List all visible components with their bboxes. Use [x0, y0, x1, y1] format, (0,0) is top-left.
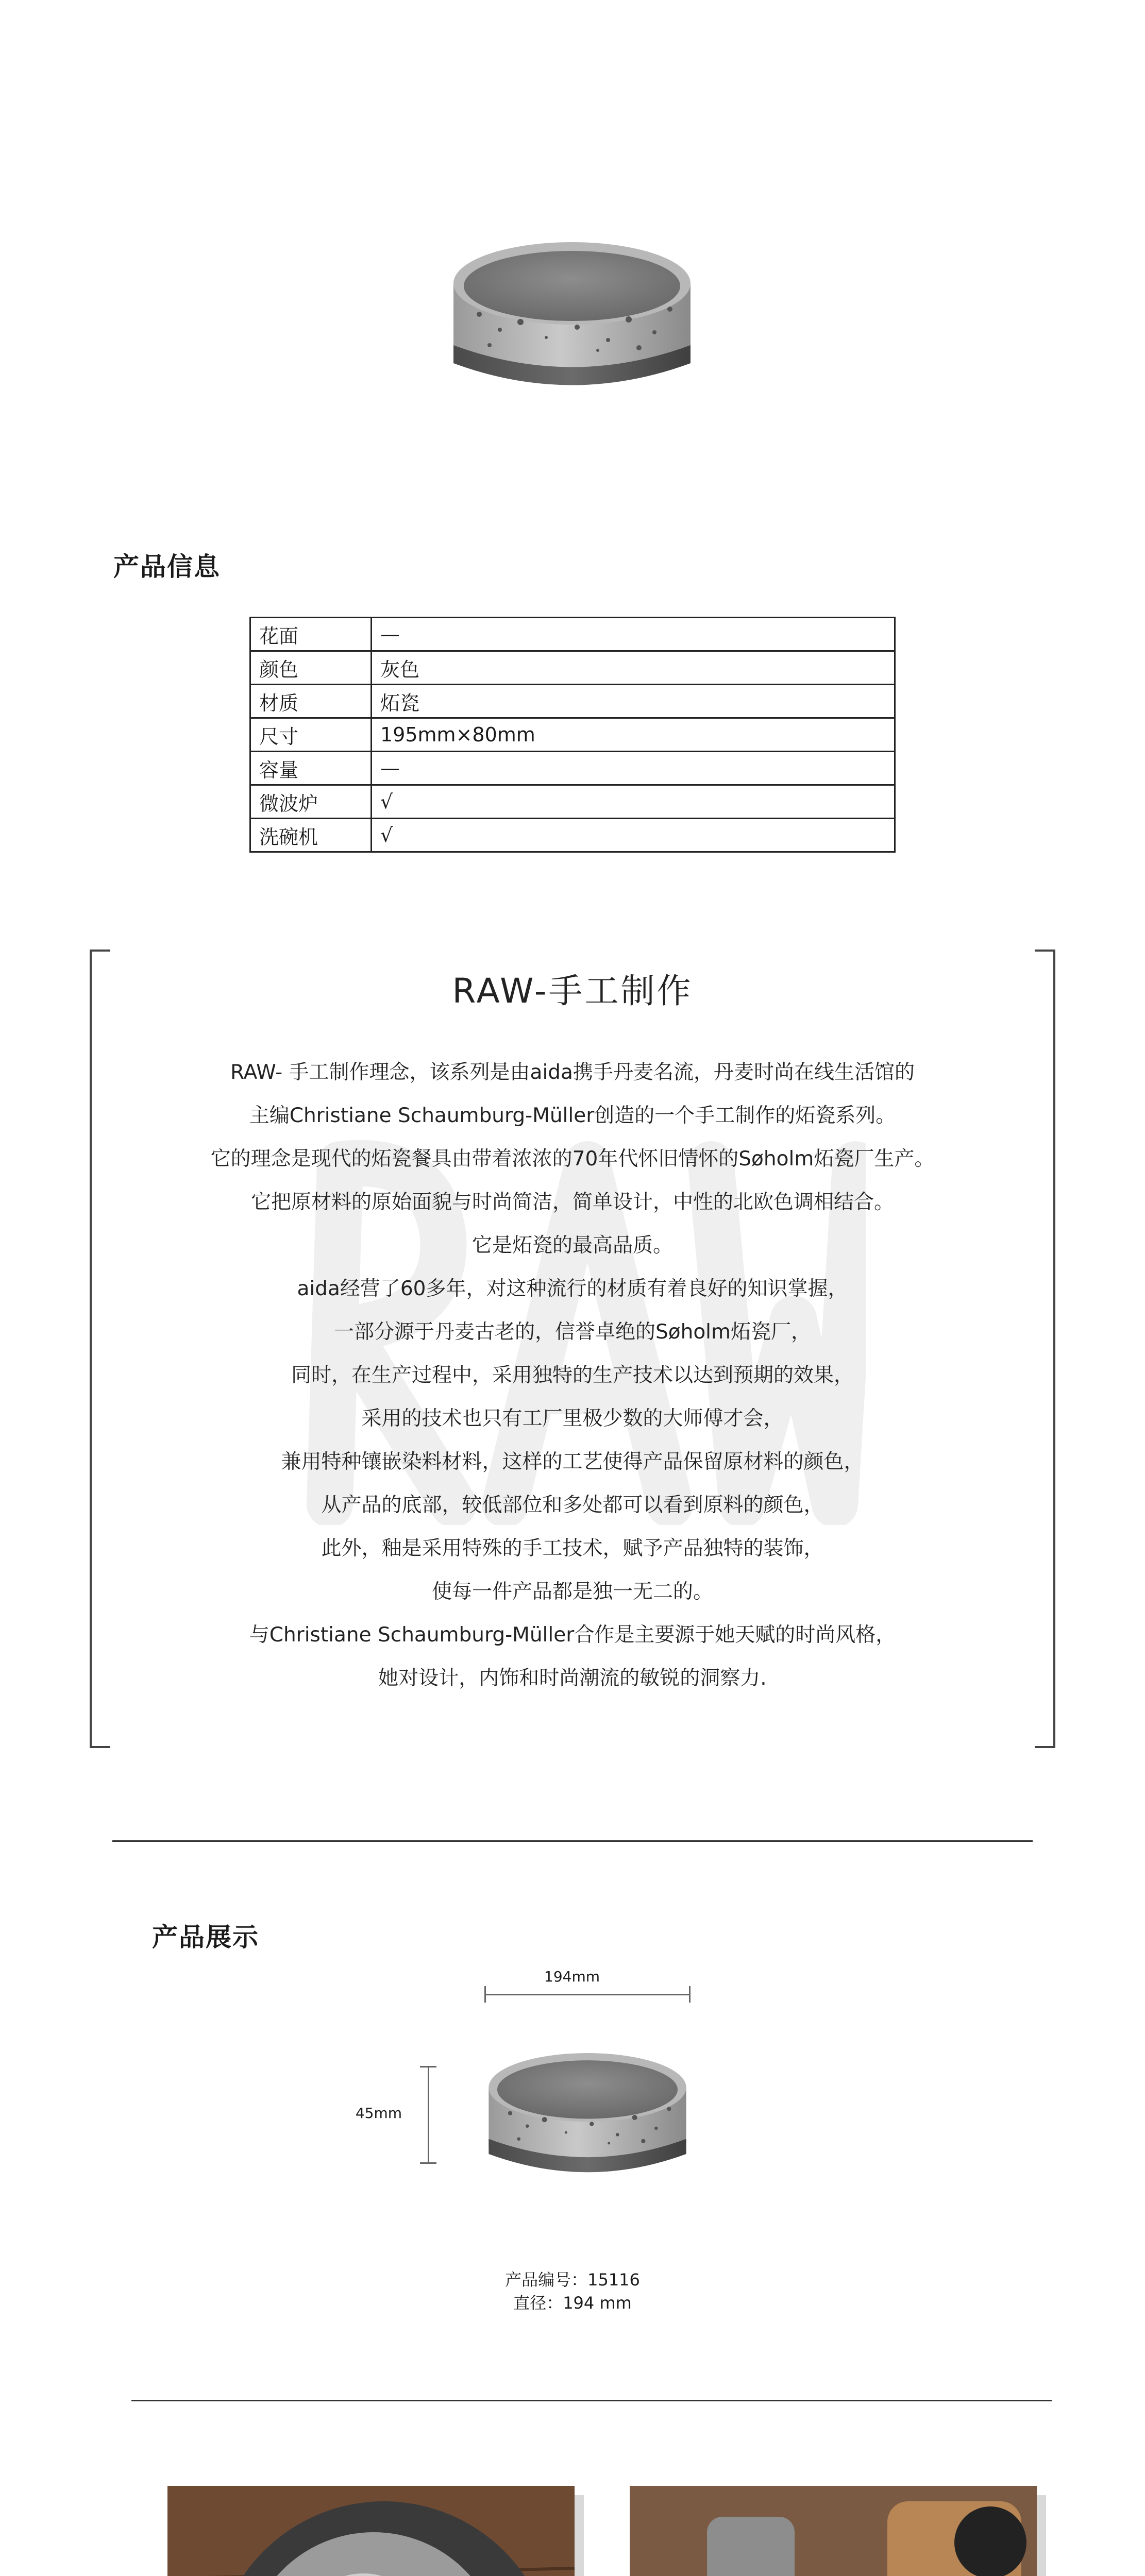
brand-line: 采用的技术也只有工厂里极少数的大师傅才会，	[361, 1407, 784, 1430]
section-divider	[131, 2400, 1052, 2401]
brand-line: 同时，在生产过程中，采用独特的生产技术以达到预期的效果，	[291, 1364, 854, 1387]
spec-key: 容量	[250, 752, 372, 785]
spec-key: 材质	[250, 685, 372, 718]
product-diameter: 直径：194 mm	[513, 2293, 632, 2313]
height-tick-bottom	[420, 2162, 436, 2164]
spec-key: 尺寸	[250, 718, 372, 752]
spec-key: 花面	[250, 618, 372, 651]
brand-line: 它把原材料的原始面貌与时尚简洁，简单设计，中性的北欧色调相结合。	[250, 1191, 894, 1214]
display-bowl-image	[479, 2040, 696, 2195]
frame-corner-tr	[1035, 950, 1055, 952]
brand-line: 一部分源于丹麦古老的，信誉卓绝的Søholm炻瓷厂，	[333, 1320, 812, 1344]
lifestyle-photo-plates-mug	[630, 2486, 1037, 2576]
spec-value: —	[372, 752, 895, 785]
spec-value: √	[372, 785, 895, 819]
table-row	[250, 618, 895, 651]
spec-value: 195mm×80mm	[372, 718, 895, 752]
brand-line: 与Christiane Schaumburg-Müller合作是主要源于她天赋的时尚风格，	[249, 1623, 896, 1647]
brand-description	[124, 1051, 1021, 1700]
brand-line: 主编Christiane Schaumburg-Müller创造的一个手工制作的炻瓷系列。	[249, 1104, 896, 1127]
width-tick-right	[689, 1986, 691, 2003]
spec-value: √	[372, 819, 895, 852]
brand-line: 使每一件产品都是独一无二的。	[431, 1580, 713, 1603]
table-row	[250, 651, 895, 685]
brand-line: 兼用特种镶嵌染料材料，这样的工艺使得产品保留原材料的颜色，	[281, 1450, 864, 1473]
brand-line: 它是炻瓷的最高品质。	[472, 1234, 673, 1257]
spec-value: 灰色	[372, 651, 895, 685]
width-dimension-label: 194mm	[544, 1968, 600, 1985]
spec-key: 洗碗机	[250, 819, 372, 852]
frame-right-border	[1053, 950, 1055, 1748]
lifestyle-photo-table-setting	[167, 2486, 575, 2576]
spec-key: 微波炉	[250, 785, 372, 819]
hero-bowl-image	[443, 227, 701, 412]
brand-line: 此外，釉是采用特殊的手工技术，赋予产品独特的装饰，	[321, 1537, 824, 1560]
brand-title: RAW-手工制作	[452, 971, 693, 1011]
height-tick-top	[420, 2066, 436, 2067]
width-tick-left	[484, 1986, 486, 2003]
product-code: 产品编号：15116	[505, 2270, 640, 2290]
frame-corner-br	[1035, 1746, 1055, 1748]
brand-line: 它的理念是现代的炻瓷餐具由带着浓浓的70年代怀旧情怀的Søholm炻瓷厂生产。	[210, 1147, 935, 1171]
spec-table	[249, 617, 896, 853]
product-info-title: 产品信息	[113, 552, 221, 582]
table-row	[250, 685, 895, 718]
frame-left-border	[90, 950, 92, 1748]
frame-corner-bl	[90, 1746, 110, 1748]
spec-key: 颜色	[250, 651, 372, 685]
product-display-title: 产品展示	[152, 1922, 259, 1952]
table-row	[250, 819, 895, 852]
table-row	[250, 785, 895, 819]
section-divider	[112, 1840, 1033, 1842]
spec-value: 炻瓷	[372, 685, 895, 718]
height-dimension-label: 45mm	[355, 2105, 402, 2122]
frame-corner-tl	[90, 950, 110, 952]
spec-value: —	[372, 618, 895, 651]
brand-line: aida经营了60多年，对这种流行的材质有着良好的知识掌握，	[297, 1277, 848, 1300]
width-dimension-line	[484, 1994, 691, 1995]
brand-line: 从产品的底部，较低部位和多处都可以看到原料的颜色，	[321, 1494, 824, 1517]
table-row	[250, 752, 895, 785]
height-dimension-line	[428, 2066, 429, 2164]
table-row	[250, 718, 895, 752]
brand-line: RAW- 手工制作理念，该系列是由aida携手丹麦名流，丹麦时尚在线生活馆的	[230, 1061, 915, 1084]
brand-line: 她对设计，内饰和时尚潮流的敏锐的洞察力.	[378, 1667, 767, 1690]
